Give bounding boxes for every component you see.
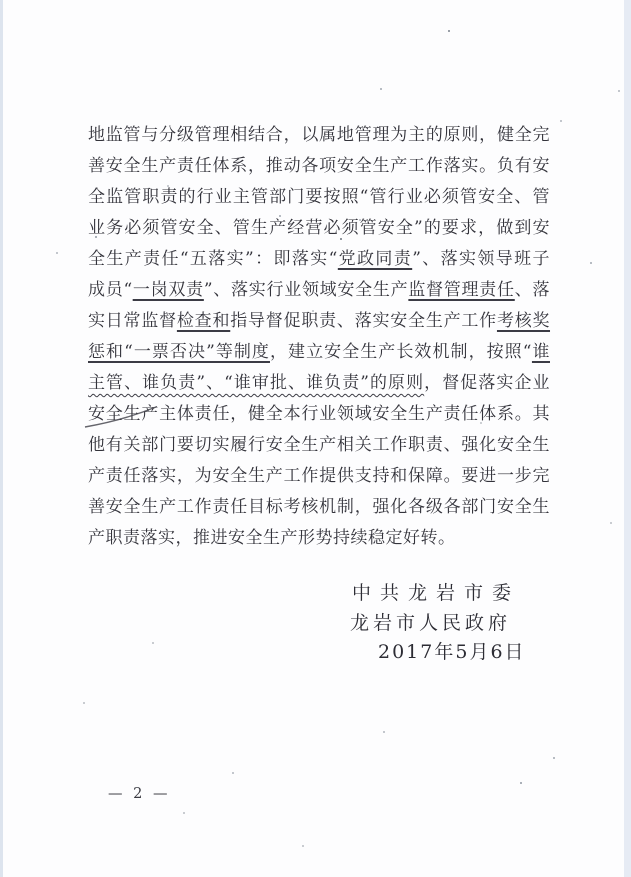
text-run: ”、落实领导班子: [412, 249, 550, 269]
underlined-text: 考核奖: [496, 311, 551, 331]
text-run: 全生产责任“五落实”：即落实“: [88, 249, 338, 269]
text-run: 成员“: [88, 280, 133, 300]
scan-noise: [0, 0, 2, 2]
text-run: ，督促落实企业: [424, 373, 550, 393]
pen-stroke-tail: [82, 404, 160, 430]
body-line: [88, 151, 550, 182]
underlined-text: 检查和: [176, 311, 231, 331]
body-line: [88, 244, 550, 275]
page-number: — 2 —: [108, 786, 171, 802]
body-line: [88, 461, 550, 492]
signature-government: 龙岩市人民政府: [350, 612, 512, 634]
body-line: [88, 120, 550, 151]
text-run: 全监管职责的行业主管部门要按照“管行业必须管安全、管: [88, 187, 550, 207]
text-run: 、落: [514, 280, 550, 300]
underlined-text: 党政同责: [337, 249, 413, 269]
body-line: [88, 368, 550, 399]
underlined-text: 主管、谁负责”、“谁审批、谁负责”的原则: [88, 373, 425, 393]
signature-committee: 中共龙岩市委: [352, 582, 521, 604]
underlined-text: 惩和“一票否决”等制度: [88, 342, 270, 362]
body-line: [88, 275, 550, 306]
body-line: [88, 213, 550, 244]
body-line: [88, 306, 550, 337]
scan-edge-right: [624, 0, 631, 877]
text-run: 善安全生产责任体系，推动各项安全生产工作落实。负有安: [88, 156, 550, 176]
text-run: ”、落实行业领域安全生产: [203, 280, 409, 300]
text-run: 安全生产主体责任，健全本行业领域安全生产责任体系。其: [88, 404, 550, 424]
text-run: 指导督促职责、落实安全生产工作: [230, 311, 497, 331]
body-line: [88, 492, 550, 523]
underlined-text: 一岗双责: [132, 280, 204, 300]
signature-date: 2017年5月6日: [378, 641, 526, 663]
text-run: 善安全生产工作责任目标考核机制，强化各级各部门安全生: [88, 497, 550, 517]
text-run: ，建立安全生产长效机制，按照“: [269, 342, 532, 362]
text-run: 实日常监督: [88, 311, 177, 331]
body-line: [88, 337, 550, 368]
text-run: 产职责落实，推进安全生产形势持续稳定好转。: [88, 528, 456, 548]
underlined-text: 监督管理责任: [408, 280, 515, 300]
text-run: 产责任落实，为安全生产工作提供支持和保障。要进一步完: [88, 466, 550, 486]
underlined-text: 谁: [531, 342, 550, 362]
body-line: [88, 430, 550, 461]
text-run: 业务必须管安全、管生产经营必须管安全”的要求，做到安: [88, 218, 550, 238]
body-line: [88, 182, 550, 213]
text-run: 他有关部门要切实履行安全生产相关工作职责、强化安全生: [88, 435, 550, 455]
text-run: 地监管与分级管理相结合，以属地管理为主的原则，健全完: [88, 125, 550, 145]
body-line: [88, 523, 550, 554]
scan-edge-left: [0, 0, 3, 877]
body: [88, 120, 550, 554]
